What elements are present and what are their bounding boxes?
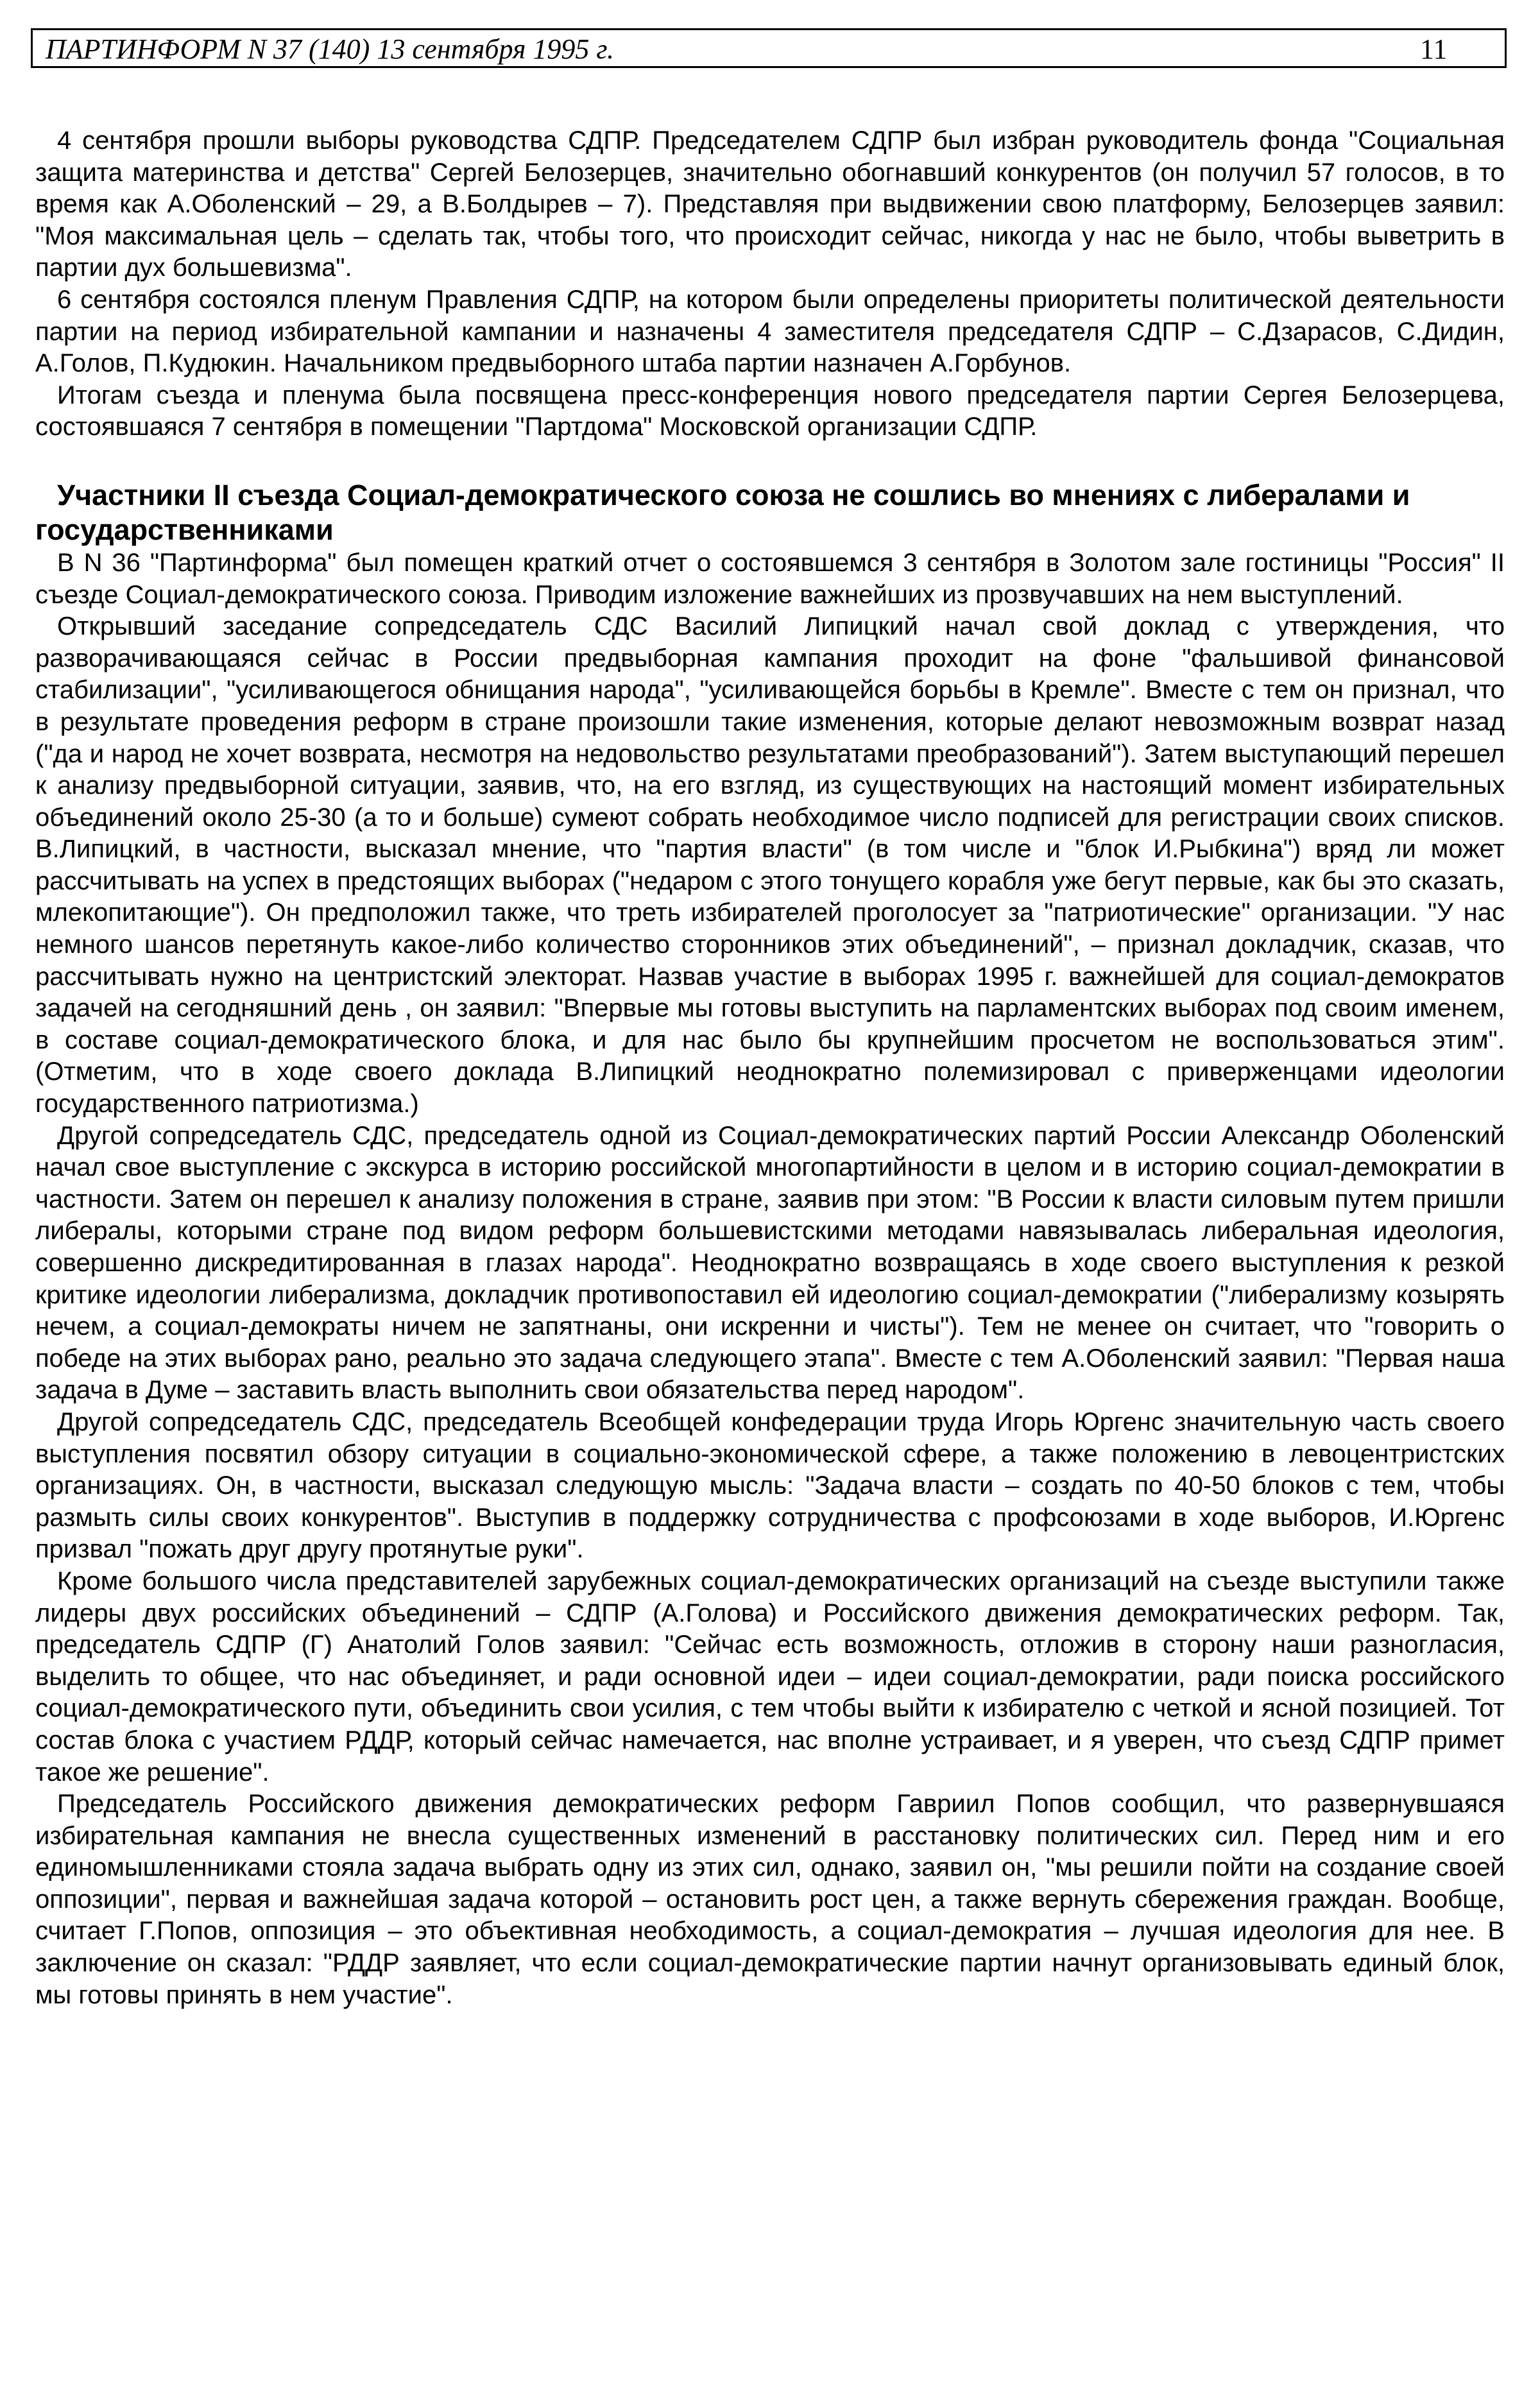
article-paragraph: Другой сопредседатель СДС, председатель одной из Социал-демократических партий России Александр Оболенский начал свое выступление с экскурса в историю российской многопартийности в целом и в историю социал-демократии в частности. Затем он перешел к анализу положения в стране, заявив при этом: "В России к власти силовым путем пришли либералы, которыми стране под видом реформ большевистскими методами навязывалась либеральная идеология, совершенно дискредитированная в глазах народа". Неоднократно возвращаясь в ходе своего выступления к резкой критике идеологии либерализма, докладчик противопоставил ей идеологию социал-демократии ("либерализму козырять нечем, а социал-демократы ничем не запятнаны, они искренни и чисты"). Тем не менее он считает, что "говорить о победе на этих выборах рано, реально это задача следующего этапа". Вместе с тем А.Оболенский заявил: "Первая наша задача в Думе – заставить власть выполнить свои обязательства перед народом". — [35, 1121, 1505, 1405]
page-number: 11 — [1420, 33, 1448, 65]
newsletter-header — [31, 28, 1507, 68]
newsletter-title: ПАРТИНФОРМ N 37 (140) 13 сентября 1995 г. — [46, 33, 614, 65]
intro-paragraph: Итогам съезда и пленума была посвящена пресс-конференция нового председателя партии Сергея Белозерцева, состоявшаяся 7 сентября в помещении "Партдома" Московской организации СДПР. — [35, 381, 1505, 441]
article-paragraph: Другой сопредседатель СДС, председатель Всеобщей конфедерации труда Игорь Юргенс значительную часть своего выступления посвятил обзору ситуации в социально-экономической сфере, а также положению в левоцентристских организациях. Он, в частности, высказал следующую мысль: "Задача власти – создать по 40-50 блоков с тем, чтобы размыть силы своих конкурентов". Выступив в поддержку сотрудничества с профсоюзами в ходе выборов, И.Юргенс призвал "пожать друг другу протянутые руки". — [35, 1407, 1505, 1564]
article-paragraph: Кроме большого числа представителей зарубежных социал-демократических организаций на съезде выступили также лидеры двух российских объединений – СДПР (А.Голова) и Российского движения демократических реформ. Так, председатель СДПР (Г) Анатолий Голов заявил: "Сейчас есть возможность, отложив в сторону наши разногласия, выделить то общее, что нас объединяет, и ради основной идеи – идеи социал-демократии, ради поиска российского социал-демократического пути, объединить свои усилия, с тем чтобы выйти к избирателю с четкой и ясной позицией. Тот состав блока с участием РДДР, который сейчас намечается, нас вполне устраивает, и я уверен, что съезд СДПР примет такое же решение". — [35, 1566, 1505, 1786]
page-body — [35, 125, 1505, 2011]
article-headline: Участники II съезда Социал-демократического союза не сошлись во мнениях с либералами и государственниками — [35, 478, 1410, 546]
article-paragraph: Открывший заседание сопредседатель СДС Василий Липицкий начал свой доклад с утверждения, что разворачивающаяся сейчас в России предвыборная кампания проходит на фоне "фальшивой финансовой стабилизации", "усиливающегося обнищания народа", "усиливающейся борьбы в Кремле". Вместе с тем он признал, что в результате проведения реформ в стране произошли такие изменения, которые делают невозможным возврат назад ("да и народ не хочет возврата, несмотря на недовольство результатами преобразований"). Затем выступающий перешел к анализу предвыборной ситуации, заявив, что, на его взгляд, из существующих на настоящий момент избирательных объединений около 25-30 (а то и больше) сумеют собрать необходимое число подписей для регистрации своих списков. В.Липицкий, в частности, высказал мнение, что "партия власти" (в том числе и "блок И.Рыбкина") вряд ли может рассчитывать на успех в предстоящих выборах ("недаром с этого тонущего корабля уже бегут первые, как бы это сказать, млекопитающие"). Он предположил также, что треть избирателей проголосует за "патриотические" организации. "У нас немного шансов перетянуть какое-либо количество сторонников этих объединений", – признал докладчик, сказав, что рассчитывать нужно на центристский электорат. Назвав участие в выборах 1995 г. важнейшей для социал-демократов задачей на сегодняшний день , он заявил: "Впервые мы готовы выступить на парламентских выборах под своим именем, в составе социал-демократического блока, и для нас было бы крупнейшим просчетом не воспользоваться этим". (Отметим, что в ходе своего доклада В.Липицкий неоднократно полемизировал с приверженцами идеологии государственного патриотизма.) — [35, 612, 1505, 1118]
intro-paragraph: 4 сентября прошли выборы руководства СДПР. Председателем СДПР был избран руководитель фонда "Социальная защита материнства и детства" Сергей Белозерцев, значительно обогнавший конкурентов (он получил 57 голосов, в то время как А.Оболенский – 29, а В.Болдырев – 7). Представляя при выдвижении свою платформу, Белозерцев заявил: "Моя максимальная цель – сделать так, чтобы того, что происходит сейчас, никогда у нас не было, чтобы выветрить в партии дух большевизма". — [35, 126, 1505, 282]
article-paragraph: Председатель Российского движения демократических реформ Гавриил Попов сообщил, что развернувшаяся избирательная кампания не внесла существенных изменений в расстановку политических сил. Перед ним и его единомышленниками стояла задача выбрать одну из этих сил, однако, заявил он, "мы решили пойти на создание своей оппозиции", первая и важнейшая задача которой – остановить рост цен, а также вернуть сбережения граждан. Вообще, считает Г.Попов, оппозиция – это объективная необходимость, а социал-демократия – лучшая идеология для нее. В заключение он сказал: "РДДР заявляет, что если социал-демократические партии начнут организовывать единый блок, мы готовы принять в нем участие". — [35, 1790, 1505, 2009]
intro-paragraph: 6 сентября состоялся пленум Правления СДПР, на котором были определены приоритеты политической деятельности партии на период избирательной кампании и назначены 4 заместителя председателя СДПР – С.Дзарасов, С.Дидин, А.Голов, П.Кудюкин. Начальником предвыборного штаба партии назначен А.Горбунов. — [35, 285, 1505, 378]
article-paragraph: В N 36 "Партинформа" был помещен краткий отчет о состоявшемся 3 сентября в Золотом зале гостиницы "Россия" II съезде Социал-демократического союза. Приводим изложение важнейших из прозвучавших на нем выступлений. — [35, 548, 1505, 609]
